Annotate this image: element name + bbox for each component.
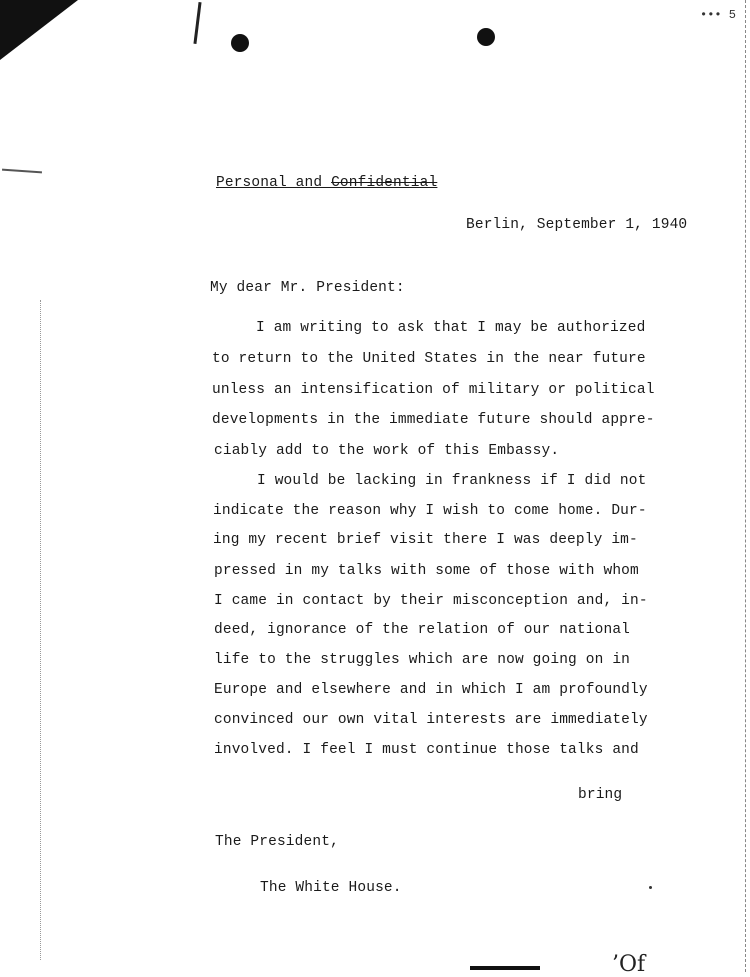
catchword: bring — [578, 787, 623, 803]
classification-header — [216, 174, 437, 192]
salutation: My dear Mr. President: — [210, 280, 405, 296]
paragraph-2-line: involved. I feel I must continue those talks and — [214, 742, 639, 758]
paragraph-1-line: I am writing to ask that I may be authorized — [256, 320, 646, 336]
scan-bottom-bar — [470, 966, 540, 970]
handwritten-initials: ’Of — [612, 952, 646, 977]
scan-edge-mark — [2, 169, 42, 174]
paragraph-2-line: I would be lacking in frankness if I did not — [257, 473, 647, 489]
scan-corner-shadow — [0, 0, 78, 60]
scan-right-edge — [744, 0, 746, 972]
paragraph-2-line: convinced our own vital interests are immediately — [214, 712, 648, 728]
paragraph-2-line: life to the struggles which are now going on in — [214, 652, 631, 668]
addressee-name: The President, — [215, 834, 339, 850]
paragraph-2-line: I came in contact by their misconception and, in- — [214, 593, 648, 609]
paragraph-2-line: pressed in my talks with some of those with whom — [214, 563, 639, 579]
stray-dot — [649, 886, 652, 889]
punch-hole-left — [231, 34, 249, 52]
page-number-mark: ••• 5 — [700, 8, 737, 22]
paragraph-2-line: deed, ignorance of the relation of our national — [214, 622, 631, 638]
paragraph-1-line: unless an intensification of military or political — [212, 382, 655, 398]
paragraph-2-line: ing my recent brief visit there I was deeply im- — [213, 532, 638, 548]
scan-left-edge — [40, 300, 42, 960]
pen-stroke-mark — [193, 2, 201, 44]
header-struck-text: Confidential — [331, 175, 438, 191]
addressee-location: The White House. — [260, 880, 402, 896]
paragraph-1-line: to return to the United States in the near future — [212, 351, 646, 367]
paragraph-2-line: indicate the reason why I wish to come home. Dur- — [213, 503, 647, 519]
dateline: Berlin, September 1, 1940 — [466, 217, 688, 233]
paragraph-1-line: ciably add to the work of this Embassy. — [214, 443, 560, 459]
header-kept-text: Personal and — [216, 175, 332, 191]
paragraph-2-line: Europe and elsewhere and in which I am profoundly — [214, 682, 648, 698]
punch-hole-right — [477, 28, 495, 46]
paragraph-1-line: developments in the immediate future should appre- — [212, 412, 655, 428]
